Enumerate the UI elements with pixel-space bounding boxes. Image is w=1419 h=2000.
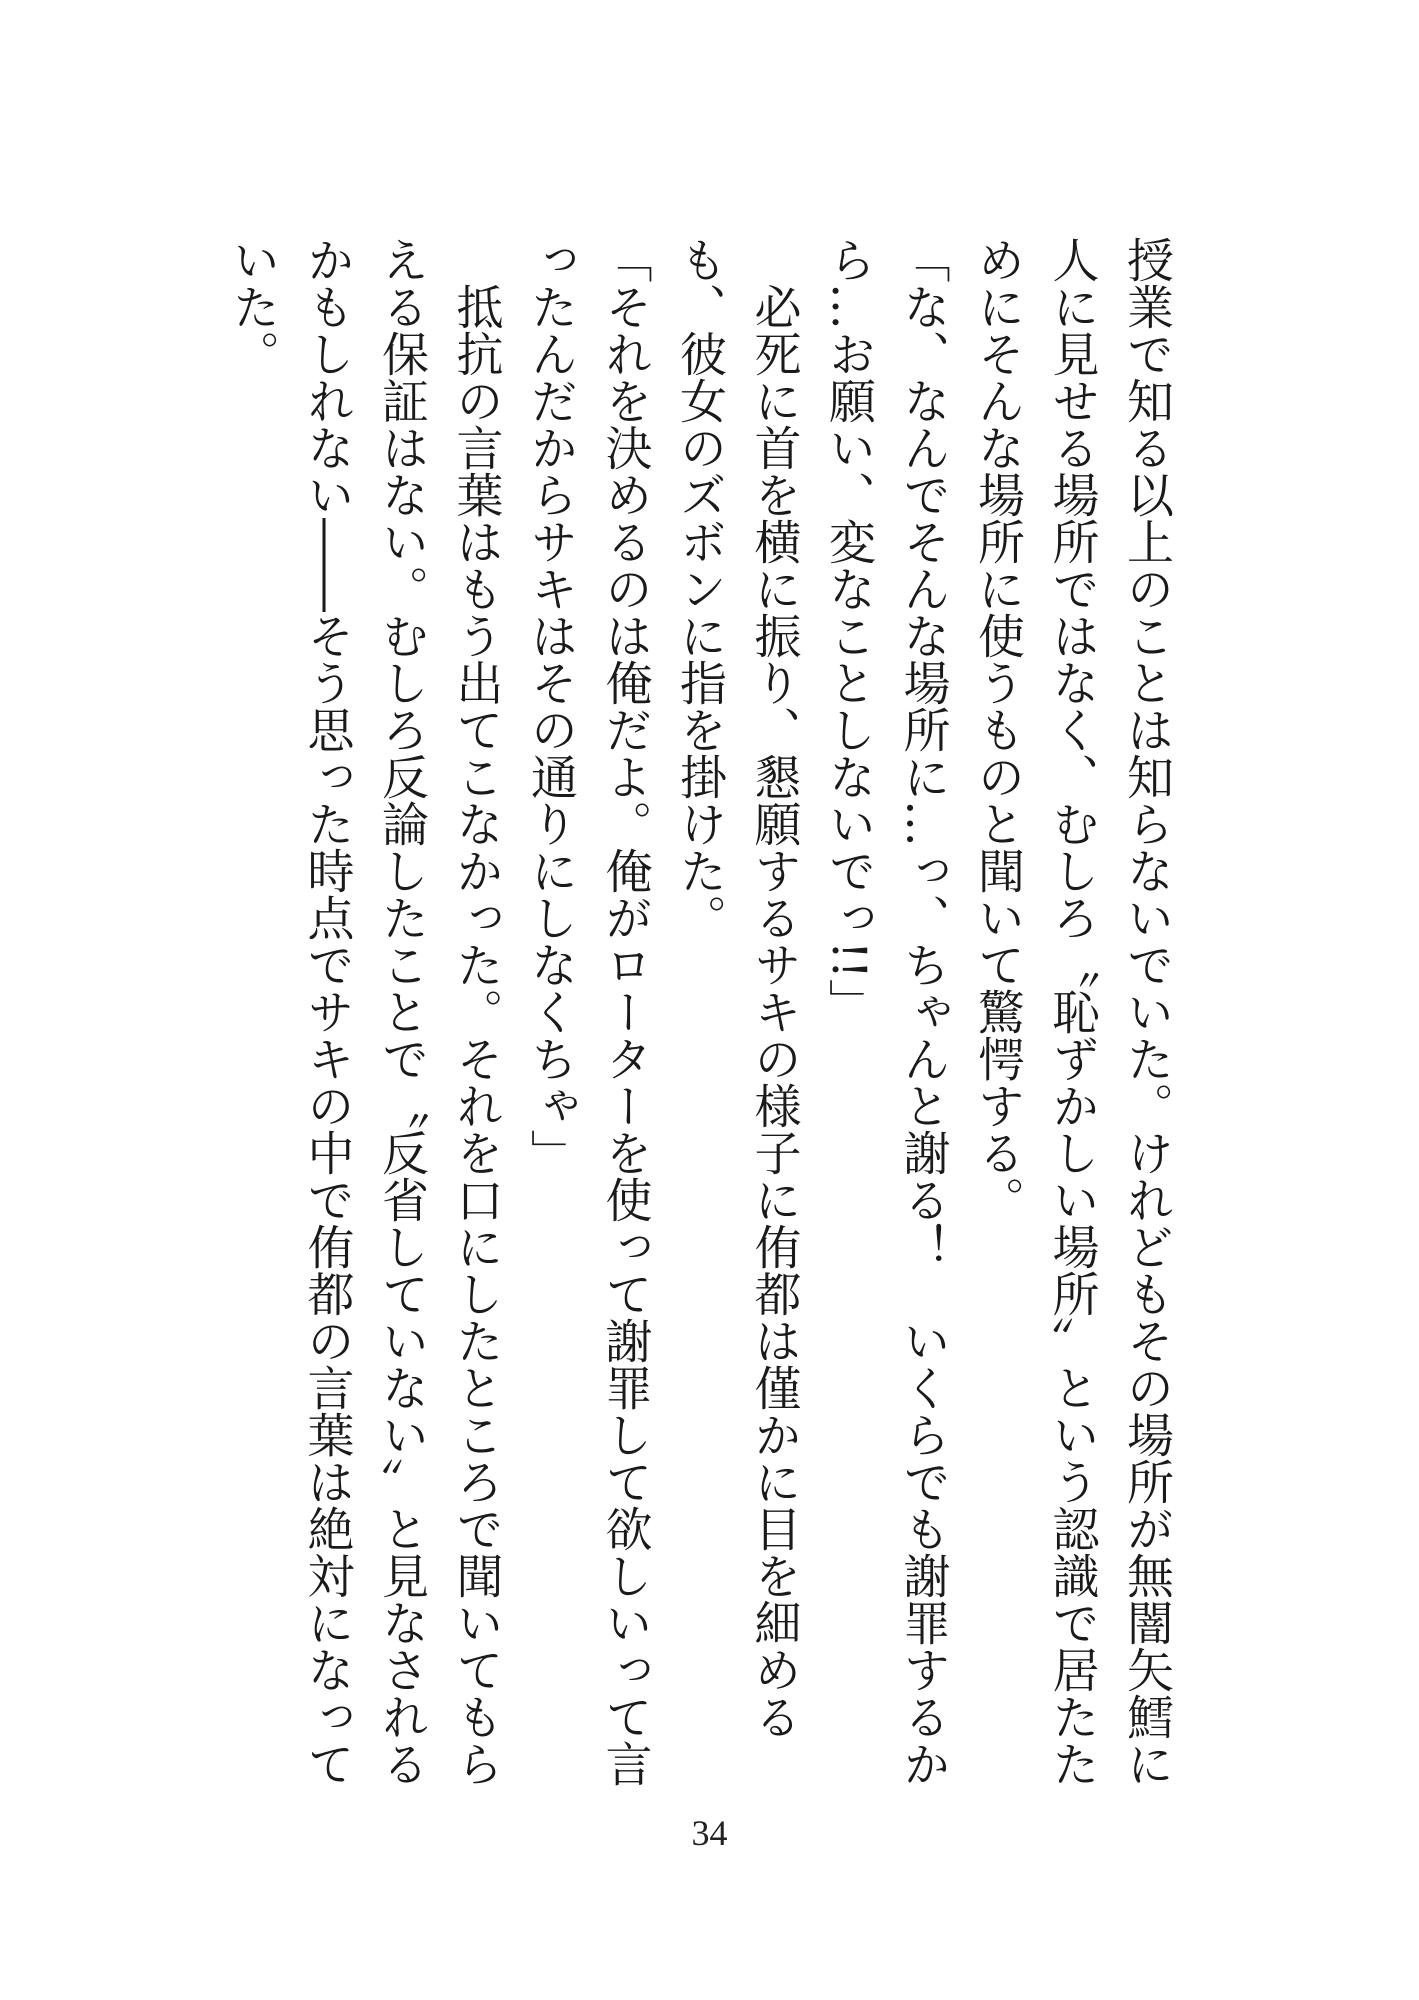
body-text	[223, 236, 1183, 1796]
paragraph-3: 必死に首を横に振り、懇願するサキの様子に侑都は僅かに目を細めるも、彼女のズボンに指を掛けた。	[672, 236, 802, 1740]
page-number: 34	[691, 1813, 728, 1853]
paragraph-1: 授業で知る以上のことは知らないでいた。けれどもその場所が無闇矢鱈に人に見せる場所ではなく、むしろ〝恥ずかしい場所〟という認識で居たためにそんな場所に使うものと聞いて驚愕する。	[970, 236, 1174, 1787]
paragraph-2: 「な、なんでそんな場所に…っ、ちゃんと謝る！ いくらでも謝罪するから…お願い、変なことしないでっ!!」	[821, 236, 951, 1787]
paragraph-5: 抵抗の言葉はもう出てこなかった。それを口にしたところで聞いてもらえる保証はない。むしろ反論したことで〝反省していない〟と見なされるかもしれない――そう思った時点でサキの中で侑都の言葉は絶対になっていた。	[225, 236, 504, 1787]
paragraph-4: 「それを決めるのは俺だよ。俺がローターを使って謝罪して欲しいって言ったんだからサキはその通りにしなくちゃ」	[523, 236, 653, 1787]
